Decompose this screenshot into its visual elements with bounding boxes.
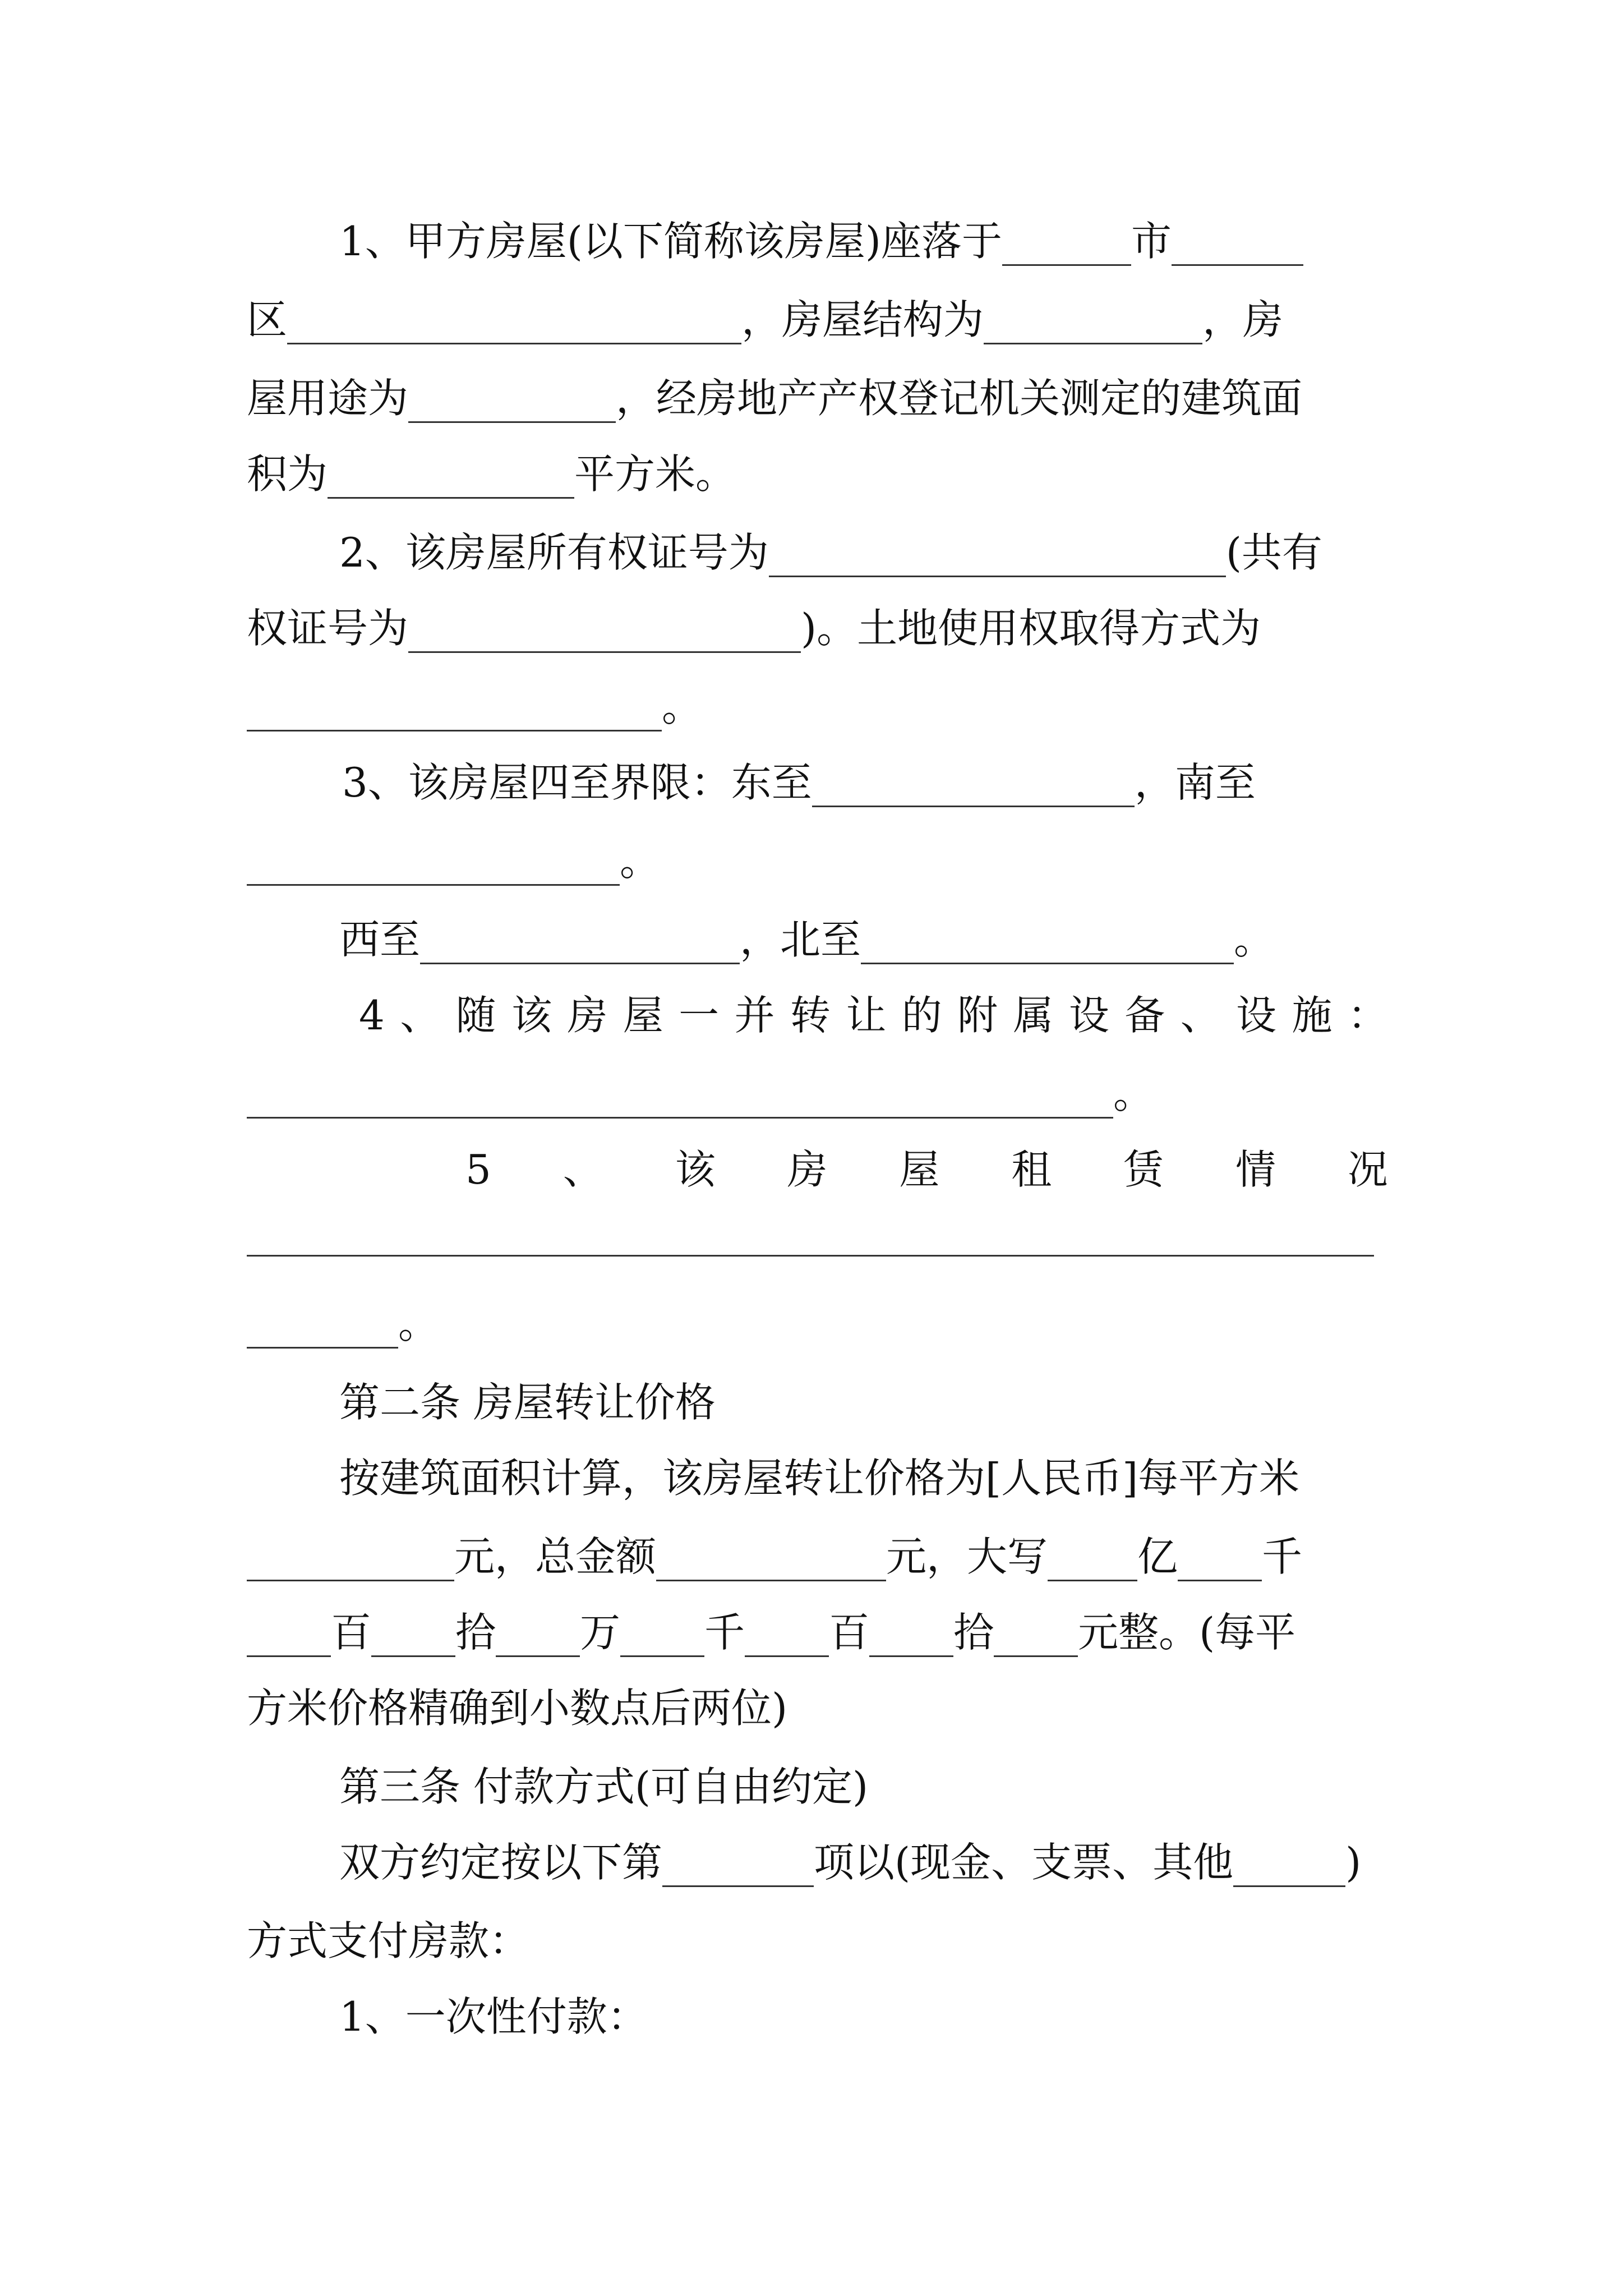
lump-sum-label: 1、一次性付款： [339, 1993, 648, 2040]
item5-line2 [247, 1285, 1391, 1363]
area-label: 积为 [247, 450, 328, 498]
district-label: 区 [247, 296, 288, 343]
justified-char: 该 [675, 1146, 716, 1193]
justified-char: 备 [1124, 992, 1165, 1039]
total-amount-blank[interactable] [656, 1533, 886, 1581]
amount-unit: 百 [829, 1609, 870, 1656]
south-label: ，南至 [1134, 759, 1256, 806]
justified-char: 5 [465, 1146, 491, 1193]
precision-note: 方米价格精确到小数点后两位) [247, 1685, 788, 1732]
structure-blank[interactable] [984, 296, 1202, 344]
item1-text: ，房 [1202, 296, 1284, 343]
article3-line2 [247, 1902, 1391, 1980]
price-text: 按建筑面积计算，该房屋转让价格为[人民币]每平方米 [339, 1455, 1300, 1502]
amount-unit: 元整。(每平 [1078, 1609, 1296, 1656]
item4-end: 。 [1113, 1070, 1154, 1117]
lease-blank-rule[interactable] [247, 1255, 1374, 1257]
co-owner-certificate-blank[interactable] [408, 604, 801, 653]
payment-method-label: 方式支付房款： [247, 1917, 530, 1964]
article2-line2 [247, 1517, 1391, 1596]
article3-line3 [339, 1977, 1391, 2056]
amount-unit: 千 [704, 1609, 745, 1656]
justified-char: 一 [679, 992, 720, 1039]
payment-method-text: 项以(现金、支票、其他 [814, 1839, 1234, 1886]
item1-line3 [247, 359, 1391, 438]
total-label: 元，总金额 [454, 1533, 657, 1580]
item1-line4 [247, 435, 1391, 513]
item2-line2 [247, 589, 1391, 668]
south-blank[interactable] [247, 837, 620, 886]
north-label: ，北至 [740, 916, 861, 963]
city-blank[interactable] [1002, 217, 1131, 266]
justified-char: 4 [359, 992, 385, 1039]
amount-unit: 拾 [953, 1609, 994, 1656]
usage-label: 屋用途为 [247, 375, 409, 422]
area-blank[interactable] [328, 450, 574, 499]
justified-char: 随 [455, 992, 496, 1039]
land-use-label: )。土地使用权取得方式为 [801, 605, 1261, 652]
qian-blank[interactable] [1178, 1533, 1262, 1581]
justified-char: 转 [790, 992, 831, 1039]
justified-char: 该 [511, 992, 552, 1039]
area-unit: 平方米。 [574, 450, 736, 498]
article3-line1 [339, 1823, 1391, 1902]
justified-char: 屋 [623, 992, 663, 1039]
justified-char: 属 [1013, 992, 1054, 1039]
article2-title: 第二条 房屋转让价格 [339, 1379, 716, 1426]
amount-blank[interactable] [371, 1608, 455, 1657]
amount-unit: 万 [580, 1609, 621, 1656]
city-label: 市 [1131, 218, 1172, 265]
article3-title: 第三条 付款方式(可自由约定) [339, 1763, 869, 1810]
usage-blank[interactable] [408, 374, 616, 423]
justified-char: 情 [1235, 1146, 1276, 1193]
amount-unit: 拾 [455, 1609, 496, 1656]
justified-char: 、 [1180, 992, 1221, 1039]
item3-end: 。 [1234, 916, 1275, 963]
item4-line1 [359, 976, 1388, 1055]
other-method-blank[interactable] [1233, 1838, 1345, 1887]
yi-blank[interactable] [1048, 1533, 1137, 1581]
article2-heading [339, 1363, 1391, 1442]
unit-price-blank[interactable] [247, 1533, 454, 1581]
amount-blank[interactable] [247, 1608, 331, 1657]
justified-char: 况 [1347, 1146, 1388, 1193]
justified-char: 、 [400, 992, 441, 1039]
item1-line1 [339, 202, 1391, 280]
co-owner-label: 权证号为 [247, 605, 409, 652]
west-label: 西至 [339, 916, 421, 963]
amount-blank[interactable] [869, 1608, 953, 1657]
justified-char: 赁 [1123, 1146, 1164, 1193]
uppercase-label: 元，大写 [886, 1533, 1048, 1580]
land-use-blank[interactable] [247, 683, 662, 731]
justified-char: 并 [734, 992, 775, 1039]
justified-char: 设 [1236, 992, 1277, 1039]
yi-unit: 亿 [1137, 1533, 1178, 1580]
amount-unit: 百 [331, 1609, 372, 1656]
item1-line2 [247, 280, 1391, 359]
item2-end: 。 [662, 683, 703, 730]
justified-char: 附 [957, 992, 998, 1039]
boundary-label: 3、该房屋四至界限：东至 [342, 759, 812, 806]
amount-blank[interactable] [496, 1608, 580, 1657]
justified-char: 房 [787, 1146, 828, 1193]
amount-blank[interactable] [994, 1608, 1078, 1657]
north-blank[interactable] [861, 915, 1234, 964]
item5-end: 。 [398, 1300, 439, 1347]
justified-char: 设 [1068, 992, 1109, 1039]
east-blank[interactable] [812, 758, 1135, 807]
item3-end: 。 [620, 838, 661, 885]
justified-char: 让 [846, 992, 887, 1039]
justified-char: 施 [1292, 992, 1332, 1039]
item2-line3 [247, 668, 1391, 746]
payment-text: 双方约定按以下第 [339, 1839, 663, 1886]
item2-line1 [339, 513, 1391, 592]
structure-label: ，房屋结构为 [741, 296, 984, 343]
area-text: ，经房地产产权登记机关测定的建筑面 [616, 375, 1303, 422]
item3-line1 [342, 743, 1394, 822]
certificate-blank[interactable] [769, 528, 1226, 577]
facilities-blank[interactable] [247, 1070, 1113, 1119]
payment-text-end: ) [1345, 1839, 1362, 1886]
article2-line1 [339, 1439, 1391, 1517]
west-blank[interactable] [420, 915, 740, 964]
amount-blank[interactable] [620, 1608, 704, 1657]
justified-char: 屋 [899, 1146, 940, 1193]
item3-line3 [339, 900, 1391, 979]
amount-blank[interactable] [745, 1608, 829, 1657]
justified-char: 、 [562, 1146, 603, 1193]
district-name-blank[interactable] [287, 296, 741, 344]
certificate-label: 2、该房屋所有权证号为 [339, 529, 769, 576]
justified-char: 租 [1011, 1146, 1052, 1193]
district-blank[interactable] [1172, 217, 1303, 266]
article2-line3 [247, 1593, 1391, 1672]
item1-text: 1、甲方房屋(以下简称该房屋)座落于 [339, 218, 1002, 265]
item2-text: (共有 [1225, 529, 1322, 576]
item5-line1 [465, 1130, 1388, 1209]
payment-item-blank[interactable] [662, 1838, 814, 1887]
justified-char: 房 [567, 992, 608, 1039]
qian-unit: 千 [1262, 1533, 1303, 1580]
lease-blank[interactable] [247, 1300, 398, 1349]
item4-line2 [247, 1055, 1391, 1133]
item3-line2 [247, 822, 1391, 900]
article2-line4 [247, 1669, 1391, 1747]
justified-char: 的 [901, 992, 942, 1039]
article3-heading [339, 1747, 1391, 1826]
justified-char: ： [1347, 992, 1388, 1039]
